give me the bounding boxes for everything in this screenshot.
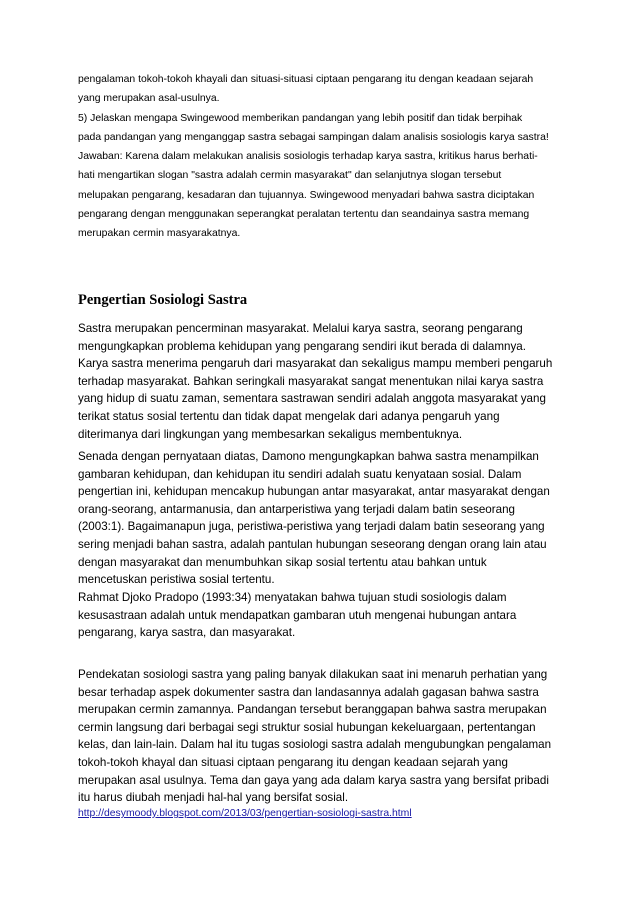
text-line: merupakan cermin masyarakatnya.: [78, 228, 241, 240]
text-line: Sastra merupakan pencerminan masyarakat. Melalui karya sastra, seorang pengarang: [78, 322, 523, 335]
text-line: merupakan cermin zamannya. Pandangan tersebut beranggapan bahwa sastra merupakan: [78, 703, 547, 717]
text-line: terhadap masyarakat. Bahkan seringkali masyarakat sangat menentukan nilai karya sastra: [78, 374, 544, 388]
text-line: dengan masyarakat dan menumbuhkan sikap sosial tertentu atau bahkan untuk: [78, 555, 487, 569]
text-line: yang merupakan asal-usulnya.: [78, 93, 220, 105]
text-line: 5) Jelaskan mengapa Swingewood memberikan pandangan yang lebih positif dan tidak berpihak: [78, 112, 523, 124]
text-line: yang hidup di suatu zaman, sementara sastrawan sendiri adalah anggota masyarakat yang: [78, 392, 546, 406]
section-heading: Pengertian Sosiologi Sastra: [78, 292, 248, 308]
paragraph-2: [78, 448, 568, 589]
source-link[interactable]: http://desymoody.blogspot.com/2013/03/pengertian-sosiologi-sastra.html: [78, 808, 412, 819]
text-line: pengarang dengan menggunakan seperangkat peralatan tertentu dan seandainya sastra memang: [78, 209, 530, 221]
text-line: besar terhadap aspek dokumenter sastra dan landasannya adalah gagasan bahwa sastra: [78, 685, 539, 699]
text-line: sering menjadi bahan sastra, adalah pantulan hubungan seseorang dengan orang lain atau: [78, 537, 547, 551]
text-line: mencetuskan peristiwa sosial tertentu.: [78, 573, 275, 587]
text-line: melupakan pengarang, kesadaran dan tujuannya. Swingewood menyadari bahwa sastra diciptakan: [78, 189, 535, 201]
text-line: Pendekatan sosiologi sastra yang paling banyak dilakukan saat ini menaruh perhatian yang: [78, 668, 548, 681]
paragraph-3: [78, 589, 568, 642]
text-line: Jawaban: Karena dalam melakukan analisis sosiologis terhadap karya sastra, kritikus harus berhati-: [78, 151, 538, 163]
text-line: tokoh-tokoh khayal dan situasi ciptaan pengarang itu dengan keadaan sejarah yang: [78, 755, 508, 769]
text-line: cermin langsung dari berbagai segi struktur sosial hubungan kekeluargaan, pertentangan: [78, 720, 536, 734]
text-line: pengertian ini, kehidupan mencakup hubungan antar masyarakat, antar masyarakat dengan: [78, 485, 550, 499]
text-line: kesusastraan adalah untuk mendapatkan gambaran utuh mengenai hubungan antara: [78, 608, 517, 622]
text-line: gambaran kehidupan, dan kehidupan itu sendiri adalah suatu kenyataan sosial. Dalam: [78, 467, 522, 481]
text-line: itu harus diubah menjadi hal-hal yang bersifat sosial.: [78, 791, 349, 805]
text-line: pada pandangan yang menganggap sastra sebagai sampingan dalam analisis sosiologis karya sastra!: [78, 131, 549, 143]
text-line: terikat status sosial tertentu dan tidak dapat mengelak dari adanya pengaruh yang: [78, 409, 500, 423]
text-line: Karya sastra menerima pengaruh dari masyarakat dan sekaligus mampu memberi pengaruh: [78, 357, 553, 371]
text-line: Rahmat Djoko Pradopo (1993:34) menyatakan bahwa tujuan studi sosiologis dalam: [78, 591, 507, 604]
text-line: kelas, dan lain-lain. Dalam hal itu tugas sosiologi sastra adalah mengubungkan pengalaman: [78, 738, 552, 752]
text-line: pengalaman tokoh-tokoh khayali dan situasi-situasi ciptaan pengarang itu dengan keadaan sejarah: [78, 74, 534, 85]
paragraph-4: [78, 666, 568, 807]
text-line: merupakan asal usulnya. Tema dan gaya yang ada dalam karya sastra yang bersifat pribadi: [78, 773, 549, 787]
paragraph-1: [78, 320, 568, 443]
intro-block: [78, 70, 568, 244]
text-line: orang-seorang, antarmanusia, dan antarperistiwa yang terjadi dalam batin seseorang: [78, 502, 515, 516]
text-line: hati mengartikan slogan "sastra adalah cermin masyarakat" dan selanjutnya slogan tersebut: [78, 170, 502, 182]
text-line: (2003:1). Bagaimanapun juga, peristiwa-peristiwa yang terjadi dalam batin seseorang yang: [78, 520, 545, 534]
text-line: pengarang, karya sastra, dan masyarakat.: [78, 626, 296, 640]
text-line: Senada dengan pernyataan diatas, Damono mengungkapkan bahwa sastra menampilkan: [78, 450, 539, 463]
text-line: diterimanya dari lingkungan yang membesarkan sekaligus membentuknya.: [78, 427, 463, 441]
text-line: mengungkapkan problema kehidupan yang pengarang sendiri ikut berada di dalamnya.: [78, 339, 526, 353]
